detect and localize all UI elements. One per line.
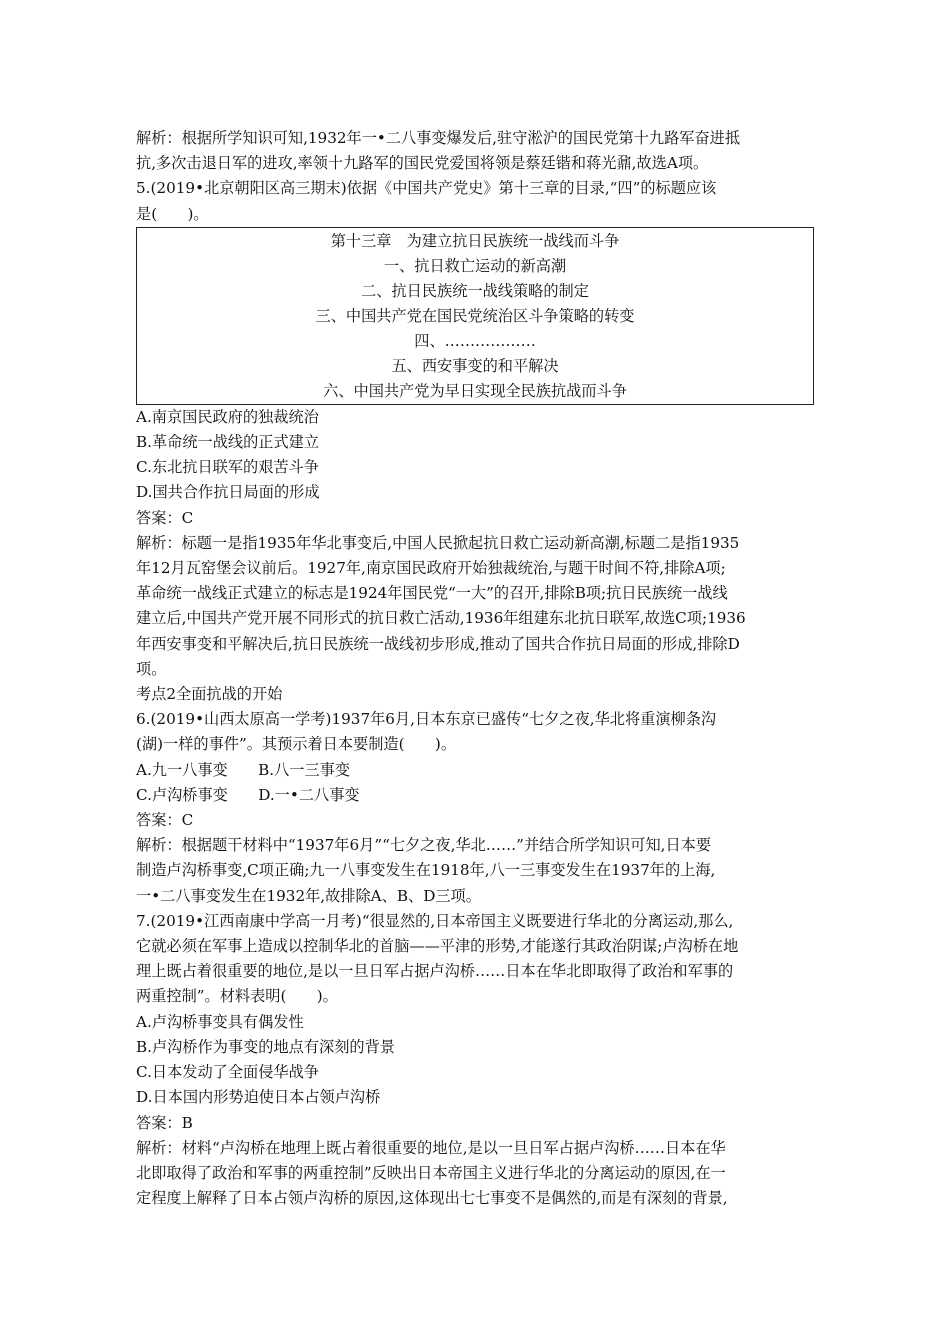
text-line: B.卢沟桥作为事变的地点有深刻的背景 [136,1037,395,1056]
text-line: 革命统一战线正式建立的标志是1924年国民党“一大”的召开,排除B项;抗日民族统一战线 [136,584,728,603]
text-block-bottom [136,405,816,1212]
text-line: 6.(2019•山西太原高一学考)1937年6月,日本东京已盛传“七夕之夜,华北将重演柳条沟 [136,710,717,729]
text-line: 解析：标题一是指1935年华北事变后,中国人民掀起抗日救亡运动新高潮,标题二是指1935 [136,533,740,552]
text-line: D.国共合作抗日局面的形成 [136,483,320,502]
text-line: 项。 [136,659,167,678]
text-line: B.革命统一战线的正式建立 [136,433,320,452]
text-block-top [136,126,816,227]
text-line: A.南京国民政府的独裁统治 [136,407,319,426]
text-line: C.卢沟桥事变 D.一•二八事变 [136,785,360,804]
text-line: 考点2全面抗战的开始 [136,685,283,704]
text-line: D.日本国内形势迫使日本占领卢沟桥 [136,1088,381,1107]
text-line: C.日本发动了全面侵华战争 [136,1063,319,1082]
text-line: 年12月瓦窑堡会议前后。1927年,南京国民政府开始独裁统治,与题干时间不符,排除A项; [136,559,726,578]
text-line: 答案：B [136,1113,193,1132]
text-line: 解析：材料“卢沟桥在地理上既占着很重要的地位,是以一旦日军占据卢沟桥……日本在华 [136,1138,726,1157]
text-line: 7.(2019•江西南康中学高一月考)“很显然的,日本帝国主义既要进行华北的分离运动,那么, [136,911,734,930]
text-line: 定程度上解释了日本占领卢沟桥的原因,这体现出七七事变不是偶然的,而是有深刻的背景, [136,1189,728,1208]
table-row: 六、中国共产党为早日实现全民族抗战而斗争 [323,381,627,400]
table-row: 三、中国共产党在国民党统治区斗争策略的转变 [315,306,635,325]
text-line: 5.(2019•北京朝阳区高三期末)依据《中国共产党史》第十三章的目录,“四”的标题应该 [136,179,717,198]
chapter-contents-table [136,227,814,405]
document-page [136,126,816,1211]
text-line: 解析：根据所学知识可知,1932年一•二八事变爆发后,驻守淞沪的国民党第十九路军奋进抵 [136,129,741,147]
text-line: 建立后,中国共产党开展不同形式的抗日救亡活动,1936年组建东北抗日联军,故选C项;1936 [136,609,746,628]
text-line: 北即取得了政治和军事的两重控制”反映出日本帝国主义进行华北的分离运动的原因,在一 [136,1163,726,1182]
text-line: 抗,多次击退日军的进攻,率领十九路军的国民党爱国将领是蔡廷锴和蒋光鼐,故选A项。 [136,154,709,173]
text-line: 是( )。 [136,204,209,223]
text-line: 解析：根据题干材料中“1937年6月”“七夕之夜,华北……”并结合所学知识可知,日本要 [136,836,712,855]
text-line: 一•二八事变发生在1932年,故排除A、B、D三项。 [136,886,481,905]
table-row: 四、……………… [414,331,536,350]
text-line: 理上既占着很重要的地位,是以一旦日军占据卢沟桥……日本在华北即取得了政治和军事的 [136,962,734,981]
table-row: 五、西安事变的和平解决 [391,356,559,375]
text-line: 它就必须在军事上造成以控制华北的首脑——平津的形势,才能遂行其政治阴谋;卢沟桥在地 [136,937,739,956]
text-line: 答案：C [136,811,194,830]
table-row: 一、抗日救亡运动的新高潮 [383,256,567,275]
text-line: A.卢沟桥事变具有偶发性 [136,1012,304,1031]
table-row: 二、抗日民族统一战线策略的制定 [361,281,589,300]
text-line: 答案：C [136,508,194,527]
text-line: C.东北抗日联军的艰苦斗争 [136,458,319,477]
text-line: A.九一八事变 B.八一三事变 [136,760,351,779]
text-line: 制造卢沟桥事变,C项正确;九一八事变发生在1918年,八一三事变发生在1937年的上海, [136,861,716,880]
table-row: 第十三章 为建立抗日民族统一战线而斗争 [330,231,620,250]
text-line: (湖)一样的事件”。其预示着日本要制造( )。 [136,735,457,754]
text-line: 两重控制”。材料表明( )。 [136,987,338,1006]
text-line: 年西安事变和平解决后,抗日民族统一战线初步形成,推动了国共合作抗日局面的形成,排除D [136,634,740,653]
